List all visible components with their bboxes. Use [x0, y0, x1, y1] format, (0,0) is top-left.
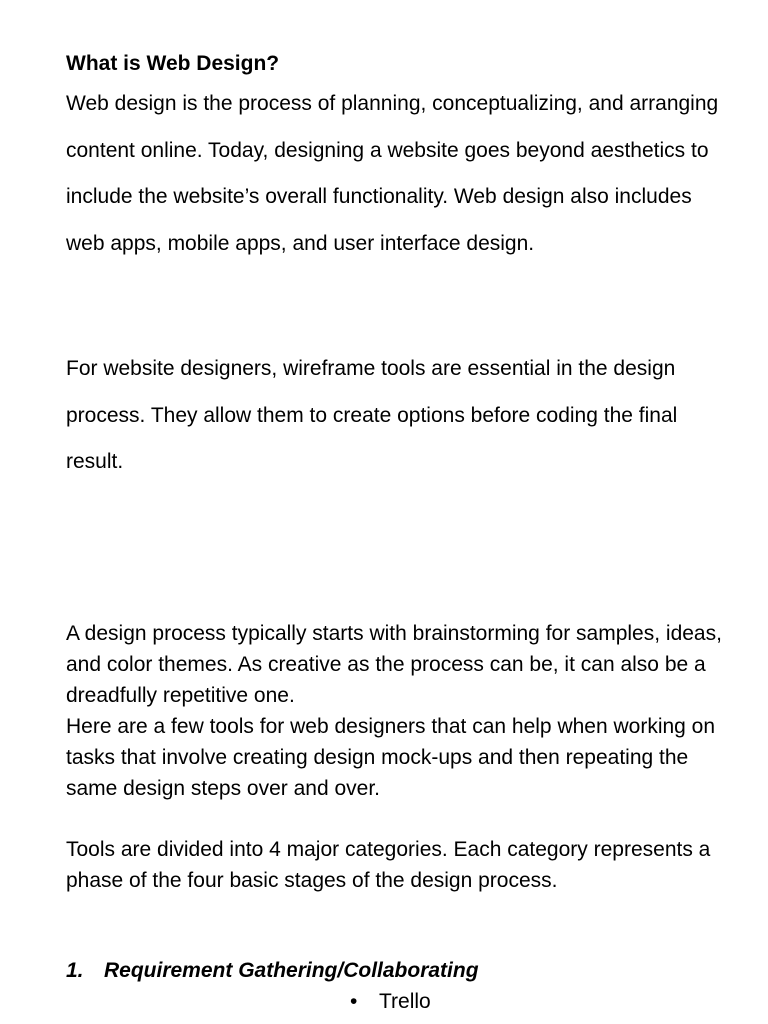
design-process-paragraph: A design process typically starts with brainstorming for samples, ideas, and color themes. As creative as the process can be, it can also be a dreadfully repetitive one.: [66, 622, 722, 707]
tools-intro-paragraph: Here are a few tools for web designers that can help when working on tasks that involve creating design mock-ups and then repeating the same design steps over and over.: [66, 715, 716, 800]
numbered-list-heading: [66, 956, 479, 986]
intro-paragraph: Web design is the process of planning, conceptualizing, and arranging content online. Today, designing a website goes beyond aesthetics to include the website’s overall functionality. Web design also includes web apps, mobile apps, and user interface design.: [66, 92, 719, 255]
page-title: What is Web Design?: [66, 52, 280, 75]
list-title: Requirement Gathering/Collaborating: [104, 959, 479, 982]
wireframe-paragraph: For website designers, wireframe tools are essential in the design process. They allow them to create options before coding the final result.: [66, 357, 678, 473]
bullet-list: [350, 986, 431, 1017]
list-item-label: Trello: [379, 990, 431, 1013]
list-item: [350, 986, 431, 1017]
bullet-icon: •: [350, 990, 358, 1013]
list-number: 1.: [66, 959, 84, 982]
categories-paragraph: Tools are divided into 4 major categories. Each category represents a phase of the four basic stages of the design process.: [66, 838, 711, 892]
